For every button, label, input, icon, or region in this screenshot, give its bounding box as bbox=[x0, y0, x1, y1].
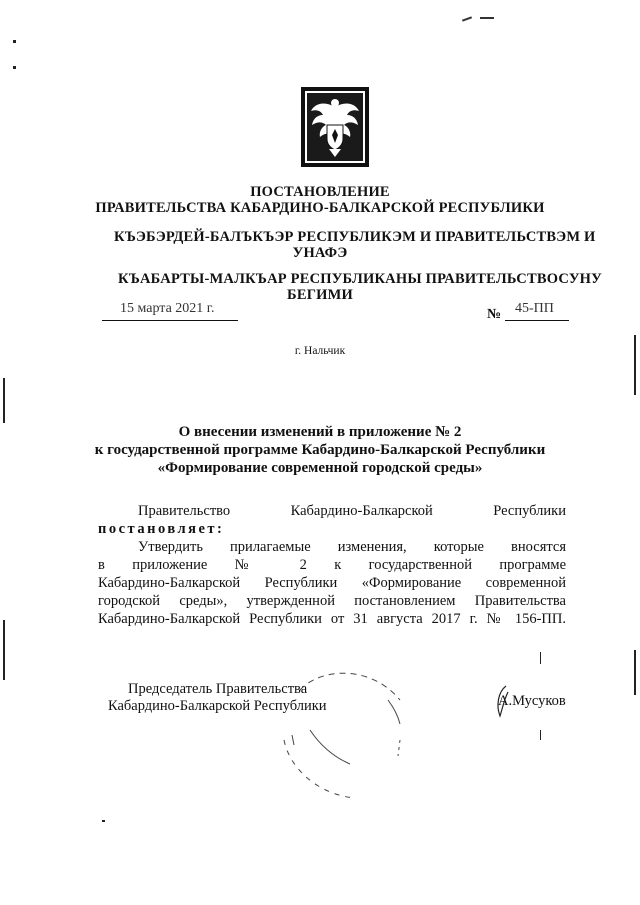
issuer-kbd-line1: КЪЭБЭРДЕЙ-БАЛЪКЪЭР РЕСПУБЛИКЭМ И ПРАВИТЕЛЬСТВЭМ И bbox=[114, 229, 596, 245]
scan-mark bbox=[540, 652, 541, 664]
body-p2-line4: городской среды», утвержденной постановлением Правительства bbox=[98, 593, 566, 609]
handwritten-signature bbox=[492, 682, 514, 722]
body-p2-line1: Утвердить прилагаемые изменения, которые вносятся bbox=[138, 539, 566, 555]
issuer-krc-line2: БЕГИМИ bbox=[287, 287, 353, 303]
scan-mark bbox=[13, 40, 16, 43]
body-p1-line2: постановляет: bbox=[98, 521, 225, 537]
issuer-krc-line1: КЪАБАРТЫ-МАЛКЪАР РЕСПУБЛИКАНЫ ПРАВИТЕЛЬСТВОСУНУ bbox=[118, 271, 602, 287]
doc-type: ПОСТАНОВЛЕНИЕ bbox=[250, 184, 390, 200]
scan-mark bbox=[13, 66, 16, 69]
title-line2: к государственной программе Кабардино-Балкарской Республики bbox=[94, 442, 546, 458]
body-p2-line5: Кабардино-Балкарской Республики от 31 августа 2017 г. № 156-ПП. bbox=[98, 611, 566, 627]
body-p1-line1: Правительство Кабардино-Балкарской Республики bbox=[138, 503, 566, 519]
scan-mark bbox=[462, 16, 472, 21]
title-line1: О внесении изменений в приложение № 2 bbox=[178, 424, 462, 440]
body-p2-line2: в приложение № 2 к государственной программе bbox=[98, 557, 566, 573]
scan-edge-line bbox=[634, 335, 636, 395]
title-line3: «Формирование современной городской среды» bbox=[157, 460, 483, 476]
scan-mark bbox=[480, 17, 494, 19]
scan-mark bbox=[540, 730, 541, 740]
official-stamp-mark bbox=[270, 660, 430, 810]
number-underline bbox=[505, 320, 569, 321]
signatory-position-line2: Кабардино-Балкарской Республики bbox=[108, 698, 327, 714]
scan-mark bbox=[102, 820, 105, 822]
signatory-position-line1: Председатель Правительства bbox=[128, 681, 308, 697]
issuer-kbd-line2: УНАФЭ bbox=[292, 245, 348, 261]
document-date: 15 марта 2021 г. bbox=[120, 301, 215, 316]
scan-edge-line bbox=[3, 620, 5, 680]
issuer-ru: ПРАВИТЕЛЬСТВА КАБАРДИНО-БАЛКАРСКОЙ РЕСПУБЛИКИ bbox=[95, 200, 545, 216]
scan-edge-line bbox=[3, 378, 5, 423]
body-p2-line3: Кабардино-Балкарской Республики «Формирование современной bbox=[98, 575, 566, 591]
document-number: 45-ПП bbox=[515, 301, 554, 316]
coat-of-arms-emblem bbox=[301, 87, 369, 167]
scan-edge-line bbox=[634, 650, 636, 695]
number-label: № bbox=[487, 307, 502, 322]
city: г. Нальчик bbox=[294, 345, 346, 357]
date-underline bbox=[102, 320, 238, 321]
signatory-name: А.Мусуков bbox=[498, 693, 566, 709]
